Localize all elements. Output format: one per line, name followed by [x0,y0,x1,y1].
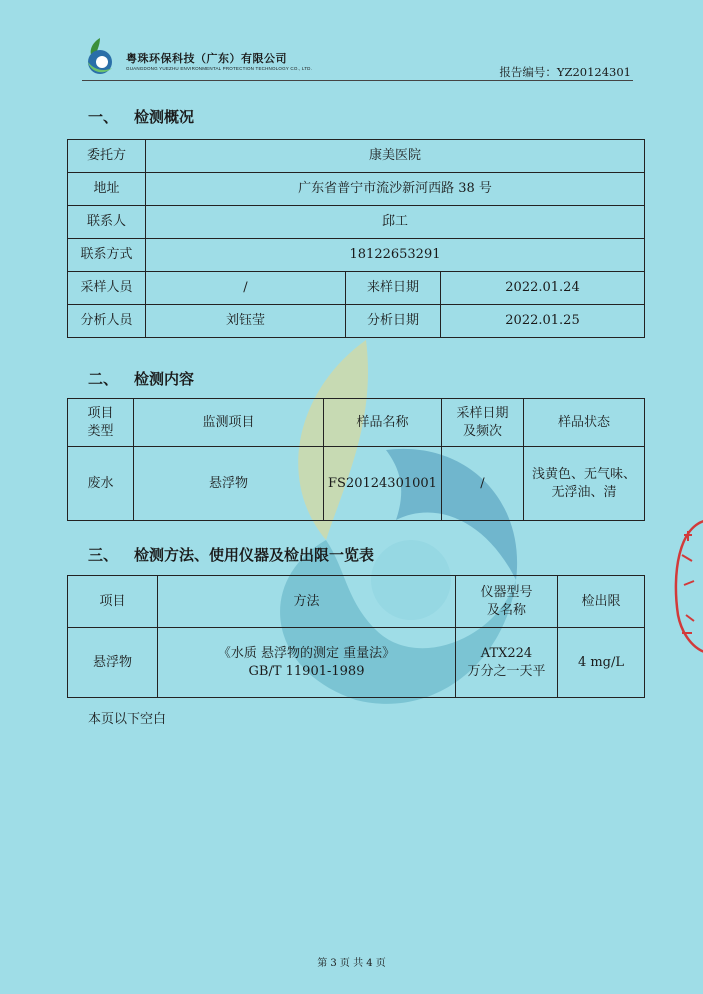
cell-monitor-item: 悬浮物 [134,447,324,521]
header-divider [82,80,633,81]
header-monitor-item: 监测项目 [134,399,324,447]
cell-instrument [456,628,558,698]
header-item-type [68,399,134,447]
analyst-label: 分析人员 [68,305,146,338]
cell-item: 悬浮物 [68,628,158,698]
contact-label: 联系人 [68,206,146,239]
cell-detection-limit: 4 mg/L [558,628,645,698]
contact-value: 邱工 [146,206,645,239]
cell-method [158,628,456,698]
table-row [68,628,645,698]
table-header-row [68,399,645,447]
company-name-cn: 粤珠环保科技（广东）有限公司 [126,52,287,65]
company-logo [82,36,118,76]
analyst-value: 刘钰莹 [146,305,346,338]
header-instrument-label: 仪器型号及名称 [480,584,533,618]
analysis-date-value: 2022.01.25 [441,305,645,338]
cell-sample-state-text: 浅黄色、无气味、无浮油、清 [531,466,636,500]
cell-sample-state [524,447,645,521]
receive-date-value: 2022.01.24 [441,272,645,305]
phone-value: 18122653291 [146,239,645,272]
table-row [68,239,645,272]
instrument-model: ATX224 [480,645,533,661]
sampler-value: / [146,272,346,305]
instrument-name: 万分之一天平 [467,663,546,679]
header-method: 方法 [158,576,456,628]
page-footer: 第 3 页 共 4 页 [317,958,386,969]
overview-table [67,139,645,338]
header-item: 项目 [68,576,158,628]
report-number: 报告编号：YZ20124301 [499,65,631,79]
header-item-type-label: 项目类型 [87,405,114,439]
header-sampling-date [442,399,524,447]
section-1-title: 检测概况 [134,108,195,126]
analysis-date-label: 分析日期 [346,305,441,338]
section-1-heading [88,106,194,127]
section-2-heading [88,368,194,389]
cell-sample-name: FS20124301001 [324,447,442,521]
method-standard: GB/T 11901-1989 [248,663,365,679]
seal-stamp [668,515,703,655]
header-sample-state: 样品状态 [524,399,645,447]
section-3-heading [88,544,374,565]
table-row [68,140,645,173]
section-3-number: 三、 [88,546,119,564]
header-instrument [456,576,558,628]
address-label: 地址 [68,173,146,206]
client-label: 委托方 [68,140,146,173]
section-2-title: 检测内容 [134,370,195,388]
section-1-number: 一、 [88,108,119,126]
content-table [67,398,645,521]
company-name-en: GUANGDONG YUEZHU ENVIRONMENTAL PROTECTION TECHNOLOGY CO., LTD. [126,66,313,71]
sampler-label: 采样人员 [68,272,146,305]
header-sampling-date-label: 采样日期及频次 [456,405,509,439]
table-row [68,206,645,239]
cell-sampling-date: / [442,447,524,521]
method-table [67,575,645,698]
section-3-title: 检测方法、使用仪器及检出限一览表 [134,546,375,564]
section-2-number: 二、 [88,370,119,388]
cell-type: 废水 [68,447,134,521]
table-row [68,305,645,338]
table-row [68,272,645,305]
table-row [68,173,645,206]
blank-note: 本页以下空白 [88,712,167,727]
table-header-row [68,576,645,628]
header-detection-limit: 检出限 [558,576,645,628]
method-name: 《水质 悬浮物的测定 重量法》 [217,645,396,661]
header-sample-name: 样品名称 [324,399,442,447]
client-value: 康美医院 [146,140,645,173]
table-row [68,447,645,521]
receive-date-label: 来样日期 [346,272,441,305]
phone-label: 联系方式 [68,239,146,272]
address-value: 广东省普宁市流沙新河西路 38 号 [146,173,645,206]
